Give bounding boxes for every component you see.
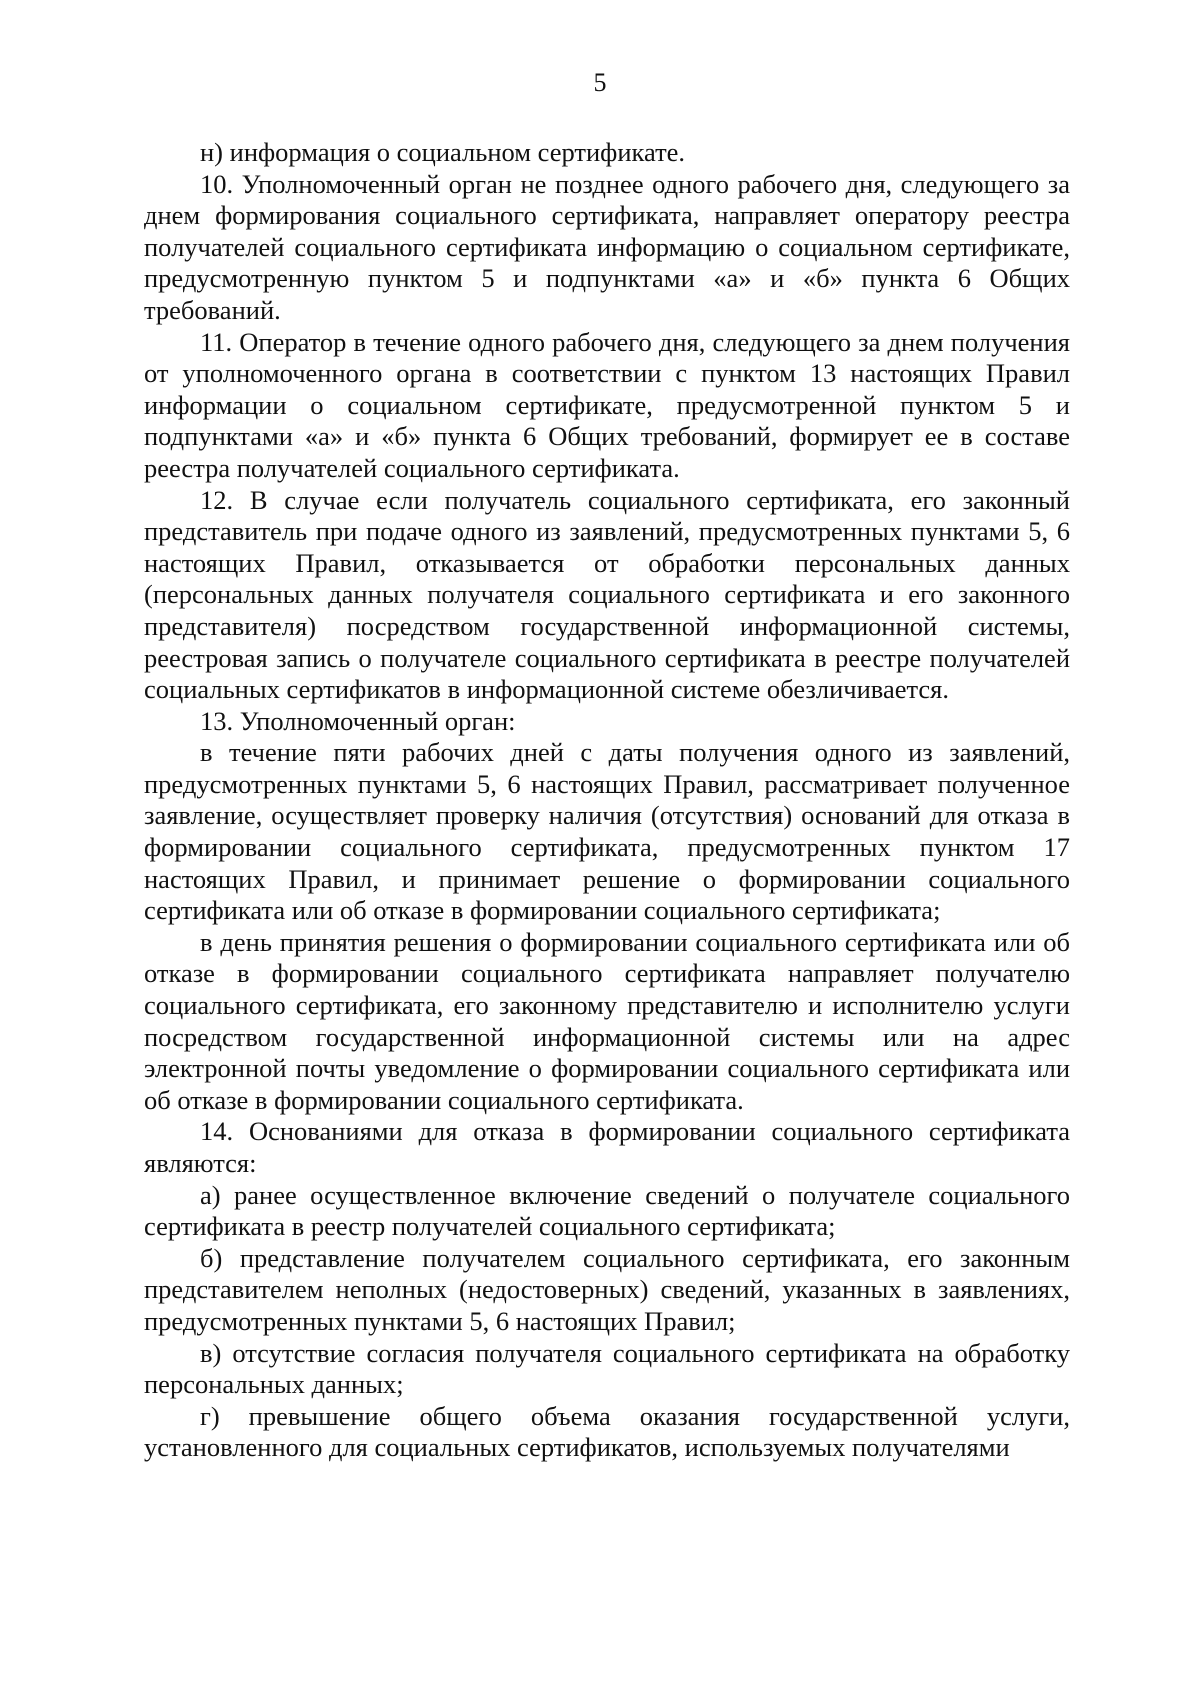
paragraph-13-item-2: в день принятия решения о формировании социального сертификата или об отказе в формировании социального сертификата направляет получателю социального сертификата, его законному представителю и исполнителю услуги посредством государственной информационной системы или на адрес электронной почты уведомление о формировании социального сертификата или об отказе в формировании социального сертификата. xyxy=(144,926,1070,1115)
paragraph-14-item-a: а) ранее осуществленное включение сведений о получателе социального сертификата в реестр получателей социального сертификата; xyxy=(144,1179,1070,1242)
document-body xyxy=(144,137,1070,1464)
paragraph-12: 12. В случае если получатель социального сертификата, его законный представитель при подаче одного из заявлений, предусмотренных пунктами 5, 6 настоящих Правил, отказывается от обработки персональных данных (персональных данных получателя социального сертификата и его законного представителя) посредством государственной информационной системы, реестровая запись о получателе социального сертификата в реестре получателей социальных сертификатов в информационной системе обезличивается. xyxy=(144,484,1070,705)
paragraph-10: 10. Уполномоченный орган не позднее одного рабочего дня, следующего за днем формирования социального сертификата, направляет оператору реестра получателей социального сертификата информацию о социальном сертификате, предусмотренную пунктом 5 и подпунктами «а» и «б» пункта 6 Общих требований. xyxy=(144,168,1070,325)
paragraph-13-item-1: в течение пяти рабочих дней с даты получения одного из заявлений, предусмотренных пунктами 5, 6 настоящих Правил, рассматривает полученное заявление, осуществляет проверку наличия (отсутствия) оснований для отказа в формировании социального сертификата, предусмотренных пунктом 17 настоящих Правил, и принимает решение о формировании социального сертификата или об отказе в формировании социального сертификата; xyxy=(144,737,1070,926)
paragraph-11: 11. Оператор в течение одного рабочего дня, следующего за днем получения от уполномоченного органа в соответствии с пунктом 13 настоящих Правил информации о социальном сертификате, предусмотренной пунктом 5 и подпунктами «а» и «б» пункта 6 Общих требований, формирует ее в составе реестра получателей социального сертификата. xyxy=(144,326,1070,483)
paragraph-14-item-b: б) представление получателем социального сертификата, его законным представителем неполных (недостоверных) сведений, указанных в заявлениях, предусмотренных пунктами 5, 6 настоящих Правил; xyxy=(144,1242,1070,1336)
paragraph-14-heading: 14. Основаниями для отказа в формировании социального сертификата являются: xyxy=(144,1116,1070,1178)
paragraph-13-heading: 13. Уполномоченный орган: xyxy=(200,705,516,736)
page-number: 5 xyxy=(593,68,607,97)
paragraph-14-item-g: г) превышение общего объема оказания государственной услуги, установленного для социальных сертификатов, используемых получателями xyxy=(144,1400,1070,1463)
paragraph-14-item-v: в) отсутствие согласия получателя социального сертификата на обработку персональных данных; xyxy=(144,1337,1070,1400)
paragraph-item-n: н) информация о социальном сертификате. xyxy=(200,137,686,167)
